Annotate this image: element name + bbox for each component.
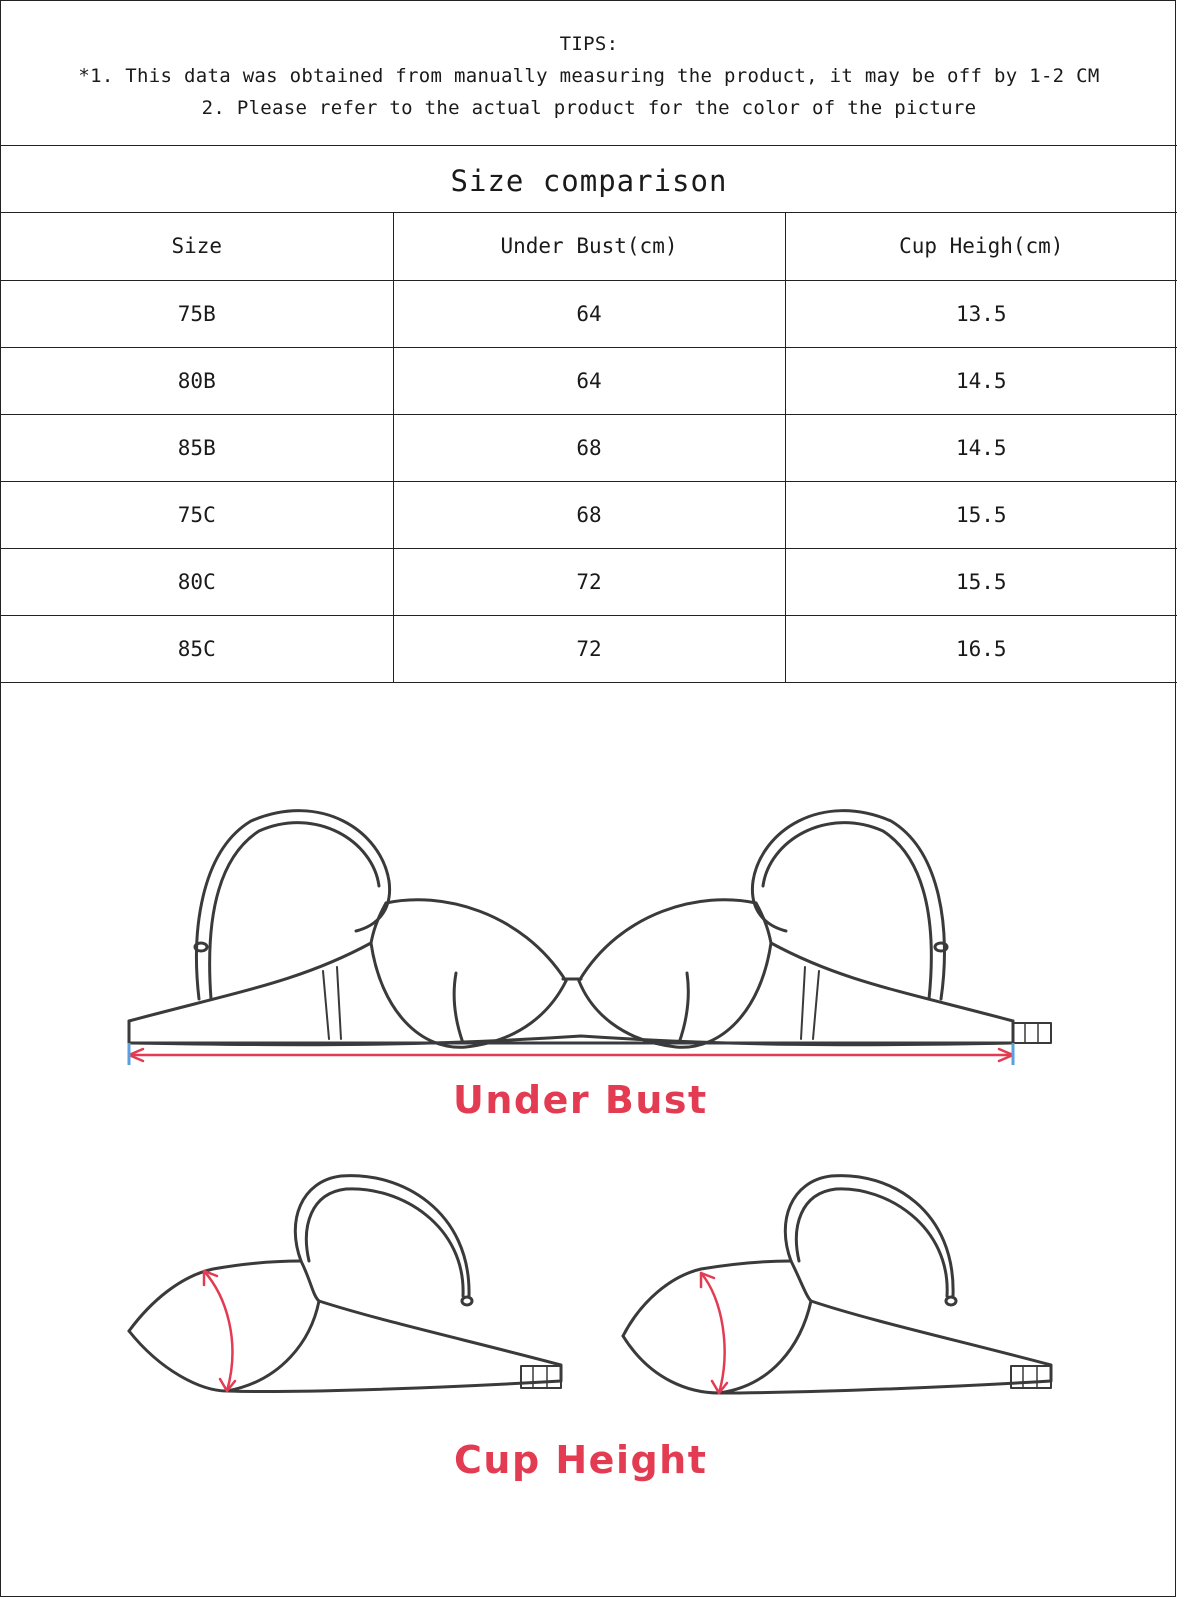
table-row bbox=[1, 548, 1177, 615]
cell-size: 85B bbox=[1, 414, 393, 481]
side-view-bra-right bbox=[623, 1176, 1051, 1393]
cell-cup-height: 13.5 bbox=[785, 280, 1177, 347]
header-size: Size bbox=[1, 213, 393, 280]
table-row bbox=[1, 481, 1177, 548]
size-table bbox=[1, 213, 1177, 683]
cell-size: 75C bbox=[1, 481, 393, 548]
cell-cup-height: 14.5 bbox=[785, 347, 1177, 414]
under-bust-label: Under Bust bbox=[453, 1078, 708, 1122]
tips-heading: TIPS: bbox=[559, 33, 619, 55]
table-row bbox=[1, 414, 1177, 481]
cell-under-bust: 72 bbox=[393, 548, 785, 615]
cell-size: 80B bbox=[1, 347, 393, 414]
cell-cup-height: 16.5 bbox=[785, 615, 1177, 682]
size-table-title: Size comparison bbox=[1, 146, 1177, 213]
cell-under-bust: 64 bbox=[393, 280, 785, 347]
cup-height-label: Cup Height bbox=[454, 1438, 708, 1482]
table-row bbox=[1, 615, 1177, 682]
cell-under-bust: 68 bbox=[393, 414, 785, 481]
cell-size: 85C bbox=[1, 615, 393, 682]
cell-cup-height: 14.5 bbox=[785, 414, 1177, 481]
header-under-bust: Under Bust(cm) bbox=[393, 213, 785, 280]
measurement-diagram bbox=[1, 681, 1177, 1598]
cell-under-bust: 68 bbox=[393, 481, 785, 548]
tips-section bbox=[1, 1, 1177, 146]
table-row bbox=[1, 347, 1177, 414]
table-header-row bbox=[1, 213, 1177, 280]
cell-size: 75B bbox=[1, 280, 393, 347]
cup-height-arrow-right bbox=[701, 1273, 725, 1393]
tips-line-1: *1. This data was obtained from manually measuring the product, it may be off by 1-2 CM bbox=[78, 65, 1100, 87]
header-cup-height: Cup Heigh(cm) bbox=[785, 213, 1177, 280]
cup-height-arrow-left bbox=[204, 1271, 232, 1391]
front-view-bra bbox=[129, 811, 1051, 1048]
cell-size: 80C bbox=[1, 548, 393, 615]
tips-line-2: 2. Please refer to the actual product for the color of the picture bbox=[201, 97, 977, 119]
table-row bbox=[1, 280, 1177, 347]
cell-under-bust: 64 bbox=[393, 347, 785, 414]
side-view-bra-left bbox=[129, 1176, 561, 1392]
cell-under-bust: 72 bbox=[393, 615, 785, 682]
cell-cup-height: 15.5 bbox=[785, 548, 1177, 615]
cell-cup-height: 15.5 bbox=[785, 481, 1177, 548]
